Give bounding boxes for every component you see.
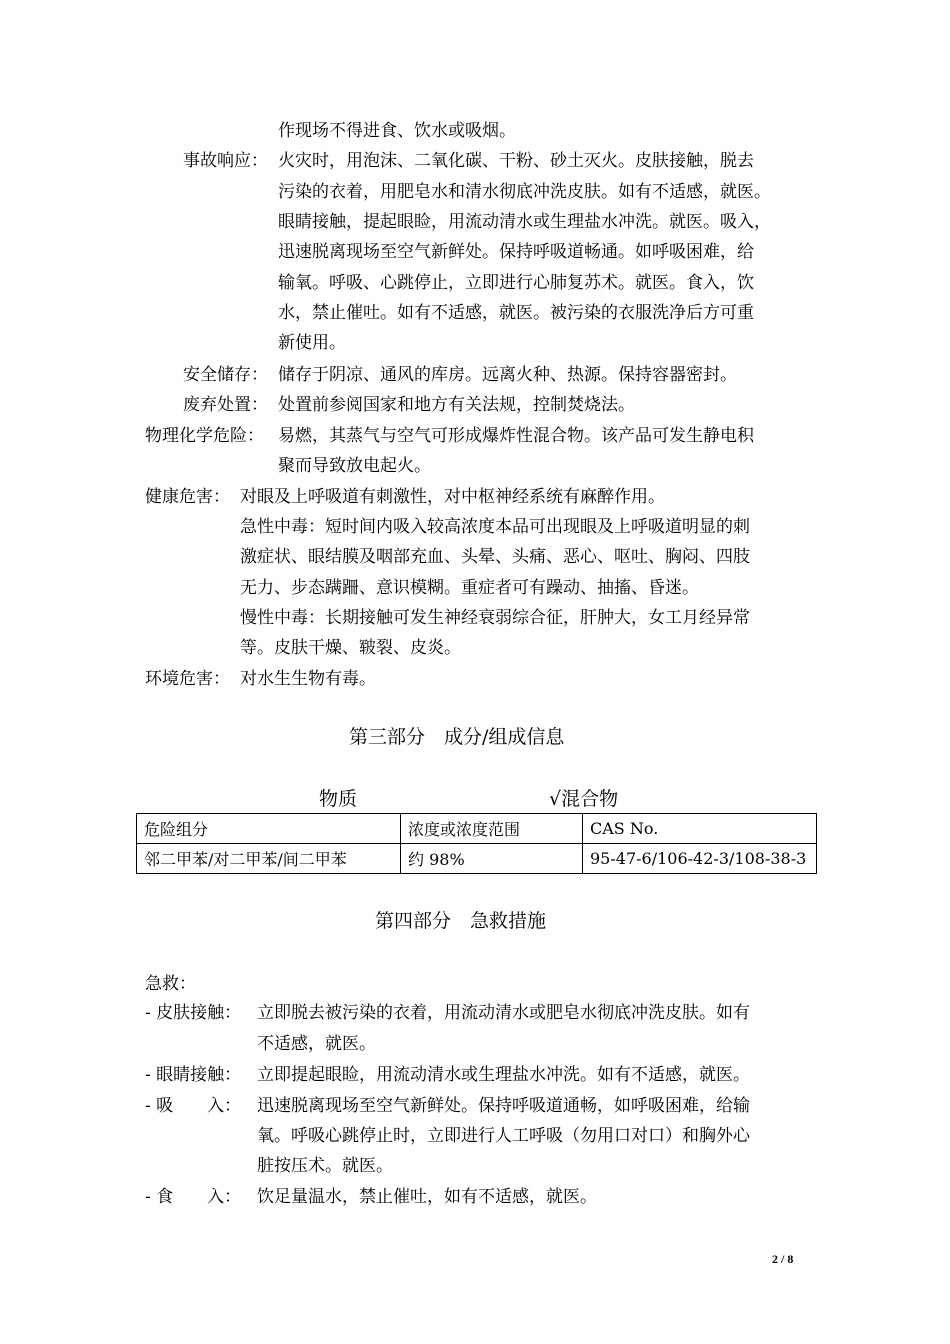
health-text: 对眼及上呼吸道有刺激性，对中枢神经系统有麻醉作用。: [240, 487, 665, 507]
table-row: [137, 844, 817, 874]
table-cell: 约 98%: [401, 844, 583, 874]
ingest-label: - 食 入：: [145, 1187, 242, 1207]
physchem-line: 聚而导致放电起火。: [278, 456, 431, 476]
incident-line: 输氧。呼吸、心跳停止，立即进行心肺复苏术。就医。食入，饮: [278, 273, 754, 293]
mixture-label: √混合物: [549, 788, 619, 810]
chronic-line: 慢性中毒：长期接触可发生神经衰弱综合征，肝肿大，女工月经异常: [240, 608, 750, 628]
table-header: CAS No.: [583, 814, 817, 844]
first-aid-intro: 急救：: [145, 974, 196, 994]
composition-table: [136, 813, 817, 874]
env-label: 环境危害：: [145, 669, 230, 689]
table-header: 危险组分: [137, 814, 401, 844]
table-cell: 95-47-6/106-42-3/108-38-3: [583, 844, 817, 874]
env-text: 对水生生物有毒。: [240, 669, 376, 689]
skin-label: - 皮肤接触：: [145, 1003, 242, 1023]
storage-continuation: 作现场不得进食、饮水或吸烟。: [278, 121, 516, 141]
skin-line: 不适感，就医。: [257, 1034, 376, 1054]
eye-text: 立即提起眼睑，用流动清水或生理盐水冲洗。如有不适感，就医。: [257, 1065, 750, 1085]
table-header-row: [137, 814, 817, 844]
incident-line: 新使用。: [278, 333, 346, 353]
incident-line: 迅速脱离现场至空气新鲜处。保持呼吸道畅通。如呼吸困难，给: [278, 242, 754, 262]
acute-line: 无力、步态蹒跚、意识模糊。重症者可有躁动、抽搐、昏迷。: [240, 578, 699, 598]
table-cell: 邻二甲苯/对二甲苯/间二甲苯: [137, 844, 401, 874]
physchem-label: 物理化学危险：: [145, 426, 264, 446]
disposal-label: 废弃处置：: [183, 395, 268, 415]
incident-line: 污染的衣着，用肥皂水和清水彻底冲洗皮肤。如有不适感，就医。: [278, 182, 771, 202]
safe-storage-label: 安全储存：: [183, 365, 268, 385]
inhale-label: - 吸 入：: [145, 1096, 242, 1116]
inhale-line: 脏按压术。就医。: [257, 1156, 393, 1176]
skin-line: 立即脱去被污染的衣着，用流动清水或肥皂水彻底冲洗皮肤。如有: [257, 1003, 750, 1023]
page-number: 2 / 8: [772, 1252, 794, 1266]
incident-line: 眼睛接触，提起眼睑，用流动清水或生理盐水冲洗。就医。吸入，: [278, 212, 771, 232]
inhale-line: 迅速脱离现场至空气新鲜处。保持呼吸道通畅，如呼吸困难，给输: [257, 1096, 750, 1116]
incident-label: 事故响应：: [183, 151, 268, 171]
safe-storage-text: 储存于阴凉、通风的库房。远离火种、热源。保持容器密封。: [278, 365, 737, 385]
disposal-text: 处置前参阅国家和地方有关法规，控制焚烧法。: [278, 395, 635, 415]
chronic-line: 等。皮肤干燥、皲裂、皮炎。: [240, 638, 461, 658]
substance-label: 物质: [319, 788, 358, 810]
incident-line: 水，禁止催吐。如有不适感，就医。被污染的衣服洗净后方可重: [278, 303, 754, 323]
health-label: 健康危害：: [145, 487, 230, 507]
acute-line: 急性中毒：短时间内吸入较高浓度本品可出现眼及上呼吸道明显的刺: [240, 517, 750, 537]
inhale-line: 氧。呼吸心跳停止时，立即进行人工呼吸（勿用口对口）和胸外心: [257, 1126, 750, 1146]
eye-label: - 眼睛接触：: [145, 1065, 242, 1085]
table-header: 浓度或浓度范围: [401, 814, 583, 844]
acute-line: 激症状、眼结膜及咽部充血、头晕、头痛、恶心、呕吐、胸闷、四肢: [240, 547, 750, 567]
ingest-text: 饮足量温水，禁止催吐，如有不适感，就医。: [257, 1187, 597, 1207]
section4-title: 第四部分 急救措施: [375, 910, 547, 932]
physchem-line: 易燃，其蒸气与空气可形成爆炸性混合物。该产品可发生静电积: [278, 426, 754, 446]
section3-title: 第三部分 成分/组成信息: [349, 726, 565, 748]
incident-line: 火灾时，用泡沫、二氧化碳、干粉、砂土灭火。皮肤接触，脱去: [278, 151, 754, 171]
